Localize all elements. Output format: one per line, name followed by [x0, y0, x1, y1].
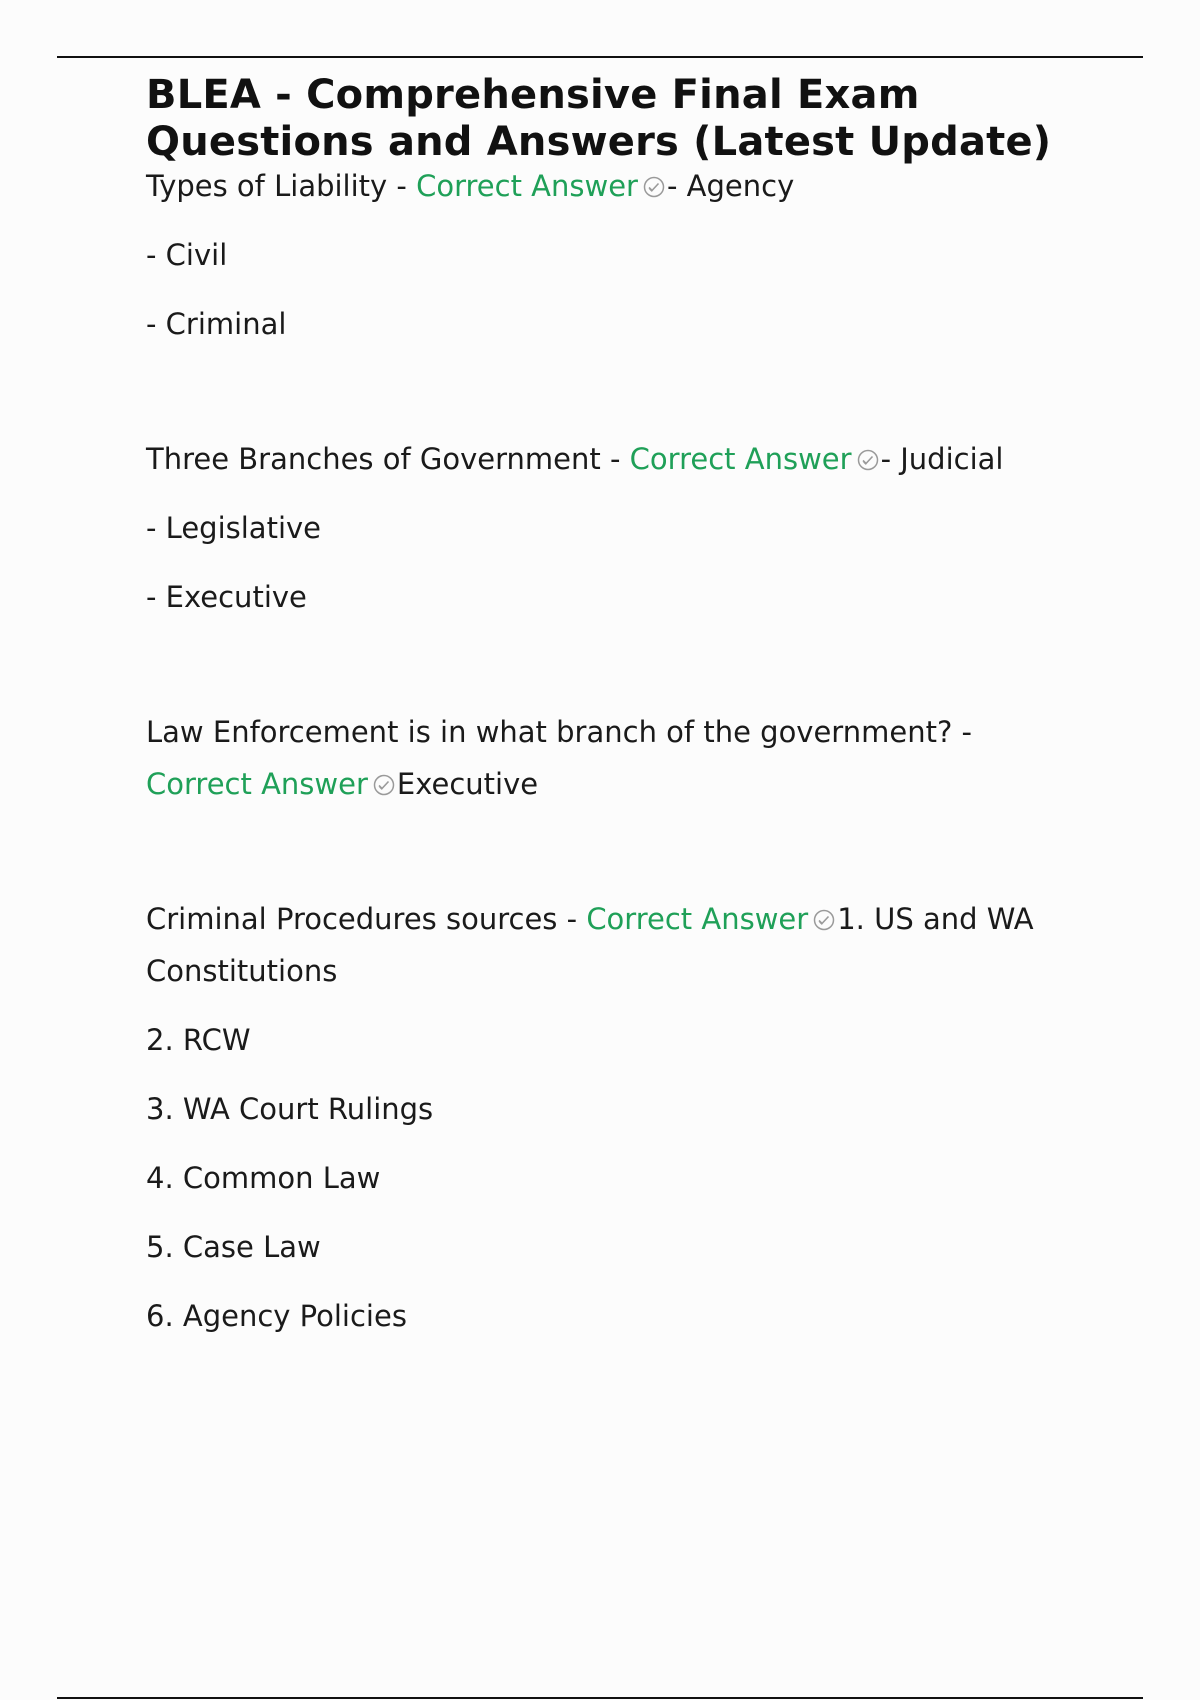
correct-answer-label: Correct Answer [586, 902, 809, 936]
answer-line: - Criminal [146, 307, 287, 341]
answer-text: Executive [396, 767, 539, 801]
answer-line: 3. WA Court Rulings [146, 1092, 434, 1126]
qa-list [146, 160, 1106, 1342]
bottom-rule [57, 1697, 1143, 1699]
qa-question-line: Law Enforcement is in what branch of the government? - [146, 715, 973, 749]
correct-answer-label: Correct Answer [416, 169, 638, 203]
answer-line: 6. Agency Policies [146, 1299, 407, 1333]
correct-answer-label: Correct Answer [629, 442, 852, 476]
question-text: Three Branches of Government - [146, 442, 630, 476]
check-circle-icon [812, 908, 836, 932]
answer-line: 4. Common Law [146, 1161, 381, 1195]
document-body [146, 72, 1106, 1342]
title-line-2: Questions and Answers (Latest Update) [146, 119, 1052, 165]
qa-question-line [146, 160, 1106, 212]
qa-question-line [146, 893, 1106, 945]
correct-answer-label: Correct Answer [146, 767, 368, 801]
answer-line: 5. Case Law [146, 1230, 321, 1264]
qa-item [146, 706, 1106, 810]
answer-text: 1. US and WA [837, 902, 1034, 936]
check-circle-icon [642, 175, 666, 199]
question-text: Criminal Procedures sources - [146, 902, 587, 936]
title-line-1: BLEA - Comprehensive Final Exam [146, 72, 920, 118]
top-rule [57, 56, 1143, 58]
answer-line: - Civil [146, 238, 228, 272]
answer-line: - Legislative [146, 511, 322, 545]
answer-text: - Agency [667, 169, 795, 203]
qa-item [146, 160, 1106, 350]
document-title [146, 72, 1106, 166]
answer-text: - Judicial [880, 442, 1004, 476]
qa-item [146, 893, 1106, 1342]
question-text: Types of Liability - [146, 169, 417, 203]
answer-line: 2. RCW [146, 1023, 251, 1057]
answer-line: Constitutions [146, 954, 338, 988]
check-circle-icon [856, 448, 880, 472]
qa-answer-line [146, 758, 1106, 810]
answer-line: - Executive [146, 580, 307, 614]
check-circle-icon [372, 773, 396, 797]
qa-question-line [146, 433, 1106, 485]
qa-item [146, 433, 1106, 623]
